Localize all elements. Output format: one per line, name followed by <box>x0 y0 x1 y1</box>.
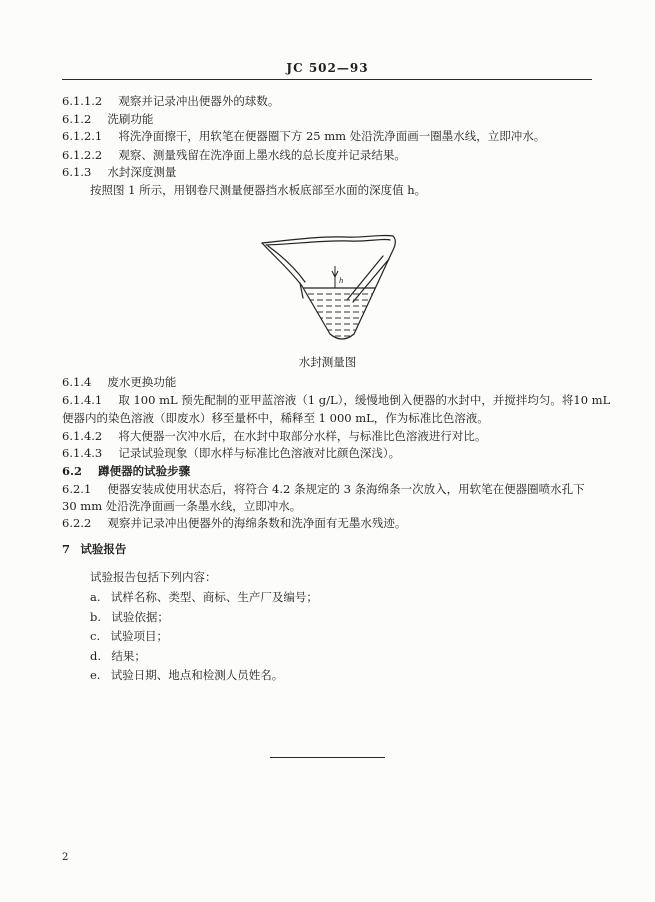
section-7-heading <box>62 542 126 556</box>
list-text: 试样名称、类型、商标、生产厂及编号； <box>110 590 318 604</box>
clause-6-2-2 <box>62 516 406 530</box>
clause-number: 6.1.4.1 <box>62 393 103 407</box>
clause-6-1-4-3 <box>62 446 400 460</box>
clause-number: 6.1.2.1 <box>62 129 103 143</box>
clause-title: 蹲便器的试验步骤 <box>98 464 191 478</box>
clause-number: 6.1.1.2 <box>62 94 103 108</box>
list-marker: c. <box>90 629 101 643</box>
clause-number: 6.1.3 <box>62 165 92 179</box>
baffle-line-inner <box>353 259 389 302</box>
clause-text-line2: 便器内的染色溶液（即废水）移至量杯中，稀释至 1 000 mL，作为标准比色溶液。 <box>62 411 489 425</box>
clause-text-line2: 30 mm 处沿洗净面画一条墨水线，立即冲水。 <box>62 499 302 513</box>
list-text: 试验项目； <box>110 629 168 643</box>
clause-number: 6.2 <box>62 464 83 478</box>
clause-number: 6.1.2 <box>62 112 92 126</box>
clause-text: 记录试验现象（即水样与标准比色溶液对比颜色深浅）。 <box>118 446 401 460</box>
clause-6-1-2 <box>62 112 153 126</box>
clause-number: 6.2.1 <box>62 482 92 496</box>
clause-text: 观察并记录冲出便器外的海绵条数和洗净面有无墨水残迹。 <box>107 516 407 530</box>
list-text: 结果； <box>111 649 146 663</box>
water-seal-figure <box>250 226 410 346</box>
end-of-text-rule <box>270 757 385 758</box>
clause-number: 6.1.4.2 <box>62 429 103 443</box>
clause-title: 废水更换功能 <box>107 375 177 389</box>
list-text: 试验依据； <box>111 610 169 624</box>
baffle-line <box>347 256 383 300</box>
list-item <box>90 649 146 663</box>
bowl-bottom <box>330 334 354 339</box>
list-item <box>90 668 283 682</box>
clause-6-1-4 <box>62 375 176 389</box>
section-number: 7 <box>62 542 71 556</box>
clause-number: 6.1.4 <box>62 375 92 389</box>
list-item <box>90 610 169 624</box>
list-marker: e. <box>90 668 101 682</box>
figure-caption: 水封测量图 <box>298 355 357 369</box>
clause-text: 将洗净面擦干，用软笔在便器圈下方 25 mm 处沿洗净面画一圈墨水线，立即冲水。 <box>118 129 546 143</box>
clause-6-1-4-1 <box>62 393 610 407</box>
clause-6-2-1 <box>62 482 585 496</box>
section-title: 试验报告 <box>80 542 127 556</box>
standard-code-header: JC 502—93 <box>286 61 369 75</box>
list-marker: d. <box>90 649 102 663</box>
list-marker: a. <box>90 590 101 604</box>
section-7-intro: 试验报告包括下列内容： <box>90 570 217 584</box>
depth-arrow <box>332 266 338 288</box>
clause-text: 观察并记录冲出便器外的球数。 <box>118 94 280 108</box>
header-rule <box>62 79 592 80</box>
list-marker: b. <box>90 610 102 624</box>
clause-6-1-4-2 <box>62 429 486 443</box>
clause-6-1-2-2 <box>62 148 406 162</box>
page-number: 2 <box>62 852 69 863</box>
clause-6-1-3-body: 按照图 1 所示，用钢卷尺测量便器挡水板底部至水面的深度值 h。 <box>90 183 427 197</box>
clause-number: 6.1.2.2 <box>62 148 103 162</box>
clause-6-2 <box>62 464 190 478</box>
clause-6-1-1-2 <box>62 94 279 108</box>
water-hatching <box>290 294 390 336</box>
left-inner-wall <box>268 246 305 282</box>
clause-number: 6.2.2 <box>62 516 92 530</box>
depth-label: h <box>339 277 344 285</box>
clause-text-line1: 取 100 mL 预先配制的亚甲蓝溶液（1 g/L），缓慢地倒入便器的水封中，并搅拌均匀。将10 mL <box>118 393 611 407</box>
clause-text: 将大便器一次冲水后，在水封中取部分水样，与标准比色溶液进行对比。 <box>118 429 487 443</box>
right-outer-wall <box>354 236 395 334</box>
clause-title: 水封深度测量 <box>107 165 177 179</box>
clause-6-1-3 <box>62 165 176 179</box>
clause-text-line1: 便器安装成使用状态后，将符合 4.2 条规定的 3 条海绵条一次放入，用软笔在便器圈喷水孔下 <box>107 482 585 496</box>
list-item <box>90 590 318 604</box>
clause-6-1-2-1 <box>62 129 545 143</box>
clause-title: 洗刷功能 <box>107 112 154 126</box>
clause-number: 6.1.4.3 <box>62 446 103 460</box>
clause-text: 观察、测量残留在洗净面上墨水线的总长度并记录结果。 <box>118 148 406 162</box>
list-text: 试验日期、地点和检测人员姓名。 <box>110 668 284 682</box>
list-item <box>90 629 168 643</box>
